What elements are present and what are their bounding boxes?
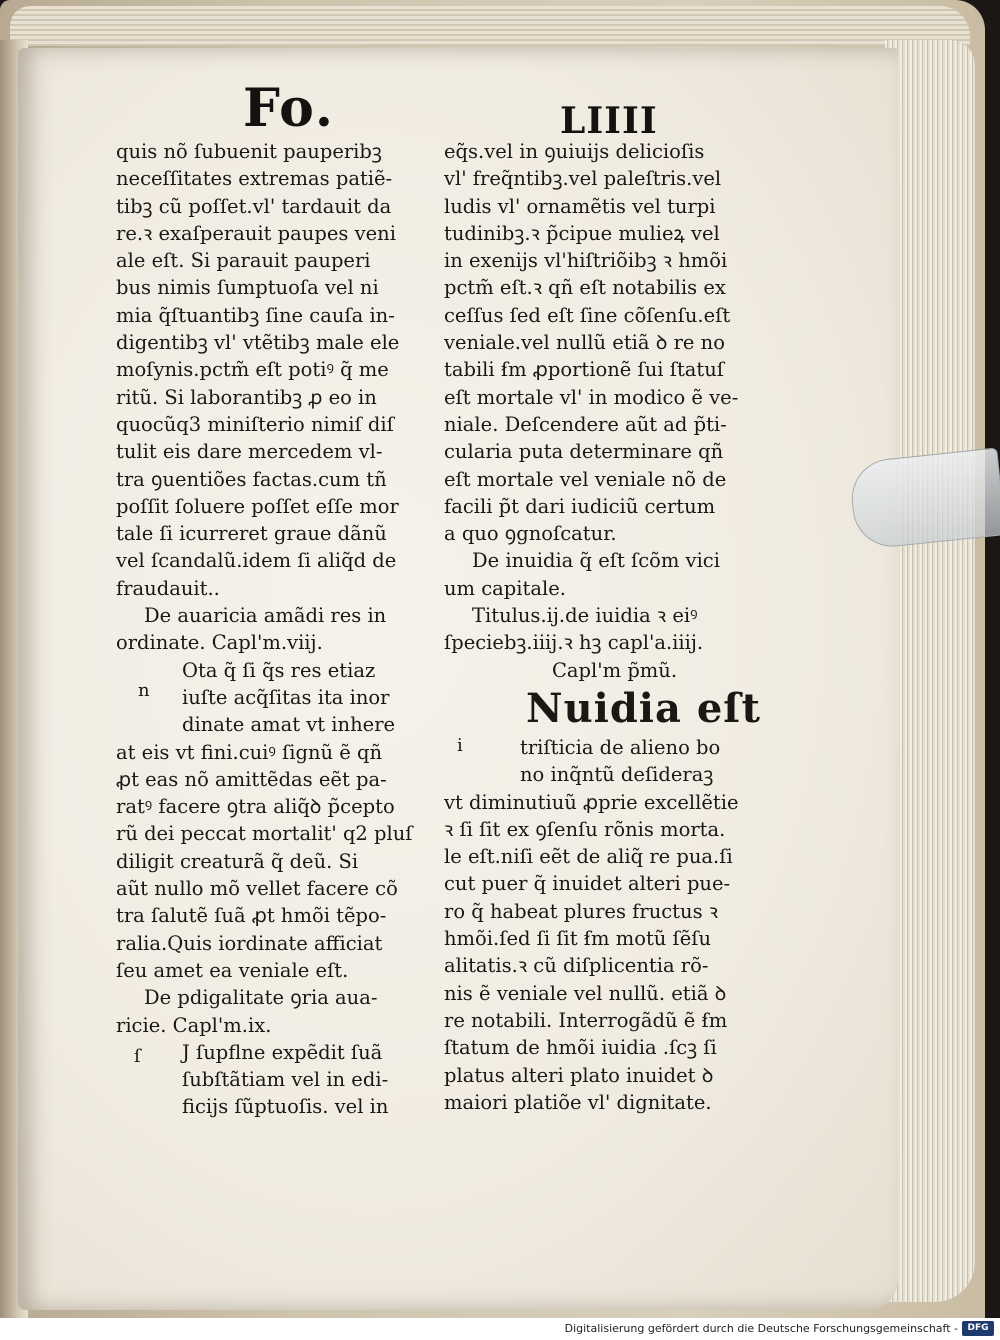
section-heading-line: De auaricia amãdi res in — [144, 604, 387, 628]
text-line: digentibꝫ vl' vtẽtibꝫ male ele — [116, 331, 400, 355]
section-heading-line: ordinate. Capl'm.viij. — [116, 631, 323, 655]
text-line: hmõi.ſed ſi ſit ẜm motũ ſẽſu — [444, 927, 712, 951]
text-column-right — [444, 138, 764, 1116]
text-line: ꝛ ſi ſit ex ꝯſenſu rõnis morta. — [444, 817, 726, 841]
text-line: re.ꝛ exaſperauit paupes veni — [116, 221, 396, 245]
text-line: platus alteri plato inuidet ꝺ — [444, 1063, 714, 1087]
text-line: eſt mortale vl' in modico ẽ ve- — [444, 385, 739, 409]
text-line: mia q̃ſtuantibꝫ ſine cauſa in- — [116, 303, 395, 327]
text-line: bus nimis ſumptuoſa vel ni — [116, 276, 379, 300]
text-line: pctm̃ eſt.ꝛ qñ eſt notabilis ex — [444, 276, 726, 300]
folio-label: Fo. — [243, 78, 335, 139]
text-line: cut puer q̃ inuidet alteri pue- — [444, 872, 731, 896]
footer-bar — [0, 1318, 1000, 1340]
text-line: fraudauit.. — [116, 576, 220, 600]
text-line: poſſit ſoluere poſſet eſſe mor — [116, 494, 399, 518]
text-line: eſt mortale vel veniale nõ de — [444, 467, 727, 491]
funding-credit: Digitalisierung gefördert durch die Deutsche Forschungsgemeinschaft - — [564, 1322, 958, 1335]
text-line: nis ẽ veniale vel nullũ. etiã ꝺ — [444, 981, 727, 1005]
text-line: rũ dei peccat mortalit' q2 pluſ — [116, 822, 413, 846]
text-line: iuſte acq̃ſitas ita inor — [182, 685, 390, 709]
text-line: ſubſtãtiam vel in edi- — [182, 1068, 389, 1092]
text-line: tulit eis dare mercedem vl- — [116, 440, 383, 464]
text-line: alitatis.ꝛ cũ diſplicentia rõ- — [444, 954, 709, 978]
folio-number: LIIII — [560, 100, 658, 142]
text-line: ceſſus ſed eſt ſine cõſenſu.eſt — [444, 303, 731, 327]
text-line: ficijs ſũptuoſis. vel in — [182, 1095, 389, 1119]
text-line: ro q̃ habeat plures fructus ꝛ — [444, 899, 719, 923]
text-line: le eſt.niſi eẽt de aliq̃ re pua.ſi — [444, 845, 733, 869]
section-heading-line: ſpeciebꝫ.iiij.ꝛ hꝫ capl'a.iiij. — [444, 631, 704, 655]
section-heading-line: ricie. Capl'm.ix. — [116, 1013, 272, 1037]
text-line: in exenijs vl'hiſtriõibꝫ ꝛ hmõi — [444, 249, 728, 273]
text-line: dinate amat vt inhere — [182, 713, 396, 737]
text-line: aũt nullo mõ vellet facere cõ — [116, 877, 398, 901]
text-line: triſticia de alieno bo — [520, 735, 721, 759]
guide-letter: i — [457, 735, 463, 756]
section-heading-line: De inuidia q̃ eſt ſcõm vici — [472, 549, 720, 573]
text-line: re notabili. Interrogãdũ ẽ ẜm — [444, 1008, 728, 1032]
guide-letter: n — [138, 680, 150, 701]
chapter-label: Capl'm p̃mũ. — [552, 658, 678, 682]
text-line: Ota q̃ ſi q̃s res etiaz — [182, 658, 376, 682]
chapter-title: Nuidia eſt — [526, 684, 761, 732]
text-line: vel ſcandalũ.idem ſi aliq̃d de — [116, 549, 397, 573]
text-line: vt diminutiuũ ꝓprie excellẽtie — [444, 790, 739, 814]
section-heading-line: De pdigalitate ꝯria aua- — [144, 986, 378, 1010]
text-line: vl' freq̃ntibꝫ.vel paleſtris.vel — [444, 167, 722, 191]
text-line: ludis vl' ornamẽtis vel turpi — [444, 194, 716, 218]
text-line: ꝓt eas nõ amittẽdas eẽt pa- — [116, 767, 387, 791]
text-line: tudinibꝫ.ꝛ p̃cipue mulieꝝ vel — [444, 221, 720, 245]
book-fore-edge — [885, 40, 975, 1302]
text-line: no inq̃ntũ deſideraꝫ — [520, 763, 714, 787]
text-line: at eis vt fini.cuiꝰ ſignũ ẽ qñ — [116, 740, 383, 764]
text-line: ritũ. Si laborantibꝫ ꝓ eo in — [116, 385, 377, 409]
text-line: diligit creaturã q̃ deũ. Si — [116, 849, 359, 873]
text-line: facili p̃t dari iudiciũ certum — [444, 494, 716, 518]
text-line: ale eſt. Si parauit pauperi — [116, 249, 371, 273]
text-line: tra ſalutẽ ſuã ꝓt hmõi tẽpo- — [116, 904, 387, 928]
dfg-logo: DFG — [962, 1321, 994, 1336]
text-line: tibꝫ cũ poſſet.vl' tardauit da — [116, 194, 392, 218]
text-line: maiori platiõe vl' dignitate. — [444, 1090, 712, 1114]
text-line: ſeu amet ea veniale eſt. — [116, 958, 349, 982]
text-line: neceſſitates extremas patiẽ- — [116, 167, 393, 191]
text-column-left — [116, 138, 434, 1121]
text-line: tale ſi icurreret graue dãnũ — [116, 522, 387, 546]
text-line: tabili ẜm ꝓportionẽ ſui ſtatuſ — [444, 358, 725, 382]
text-line: ratꝰ facere ꝯtra aliq̃ꝺ p̃cepto — [116, 795, 395, 819]
text-line: cularia puta determinare qñ — [444, 440, 724, 464]
guide-letter: ſ — [134, 1046, 141, 1067]
text-line: niale. Deſcendere aũt ad p̃ti- — [444, 412, 727, 436]
section-heading-line: Titulus.ij.de iuidia ꝛ eiꝰ — [472, 604, 698, 628]
book-head-edge — [10, 6, 970, 46]
text-line: tra ꝯuentiões factas.cum tñ — [116, 467, 387, 491]
text-line: a quo ꝯgnoſcatur. — [444, 522, 617, 546]
text-line: eq̃s.vel in ꝯuiuijs delicioſis — [444, 140, 705, 163]
text-line: quocũq3 miniſterio nimiſ diſ — [116, 412, 394, 436]
text-line: quis nõ ſubuenit pauperibꝫ — [116, 140, 382, 163]
text-line: ralia.Quis iordinate afficiat — [116, 931, 383, 955]
text-line: ſtatum de hmõi iuidia .ſcꝫ ſi — [444, 1036, 717, 1060]
text-line: moſynis.pctm̃ eſt potiꝰ q̃ me — [116, 358, 389, 382]
text-line: J ſupflne expẽdit ſuã — [182, 1040, 383, 1064]
section-heading-line: um capitale. — [444, 576, 566, 600]
text-line: veniale.vel nullũ etiã ꝺ re no — [444, 331, 725, 355]
